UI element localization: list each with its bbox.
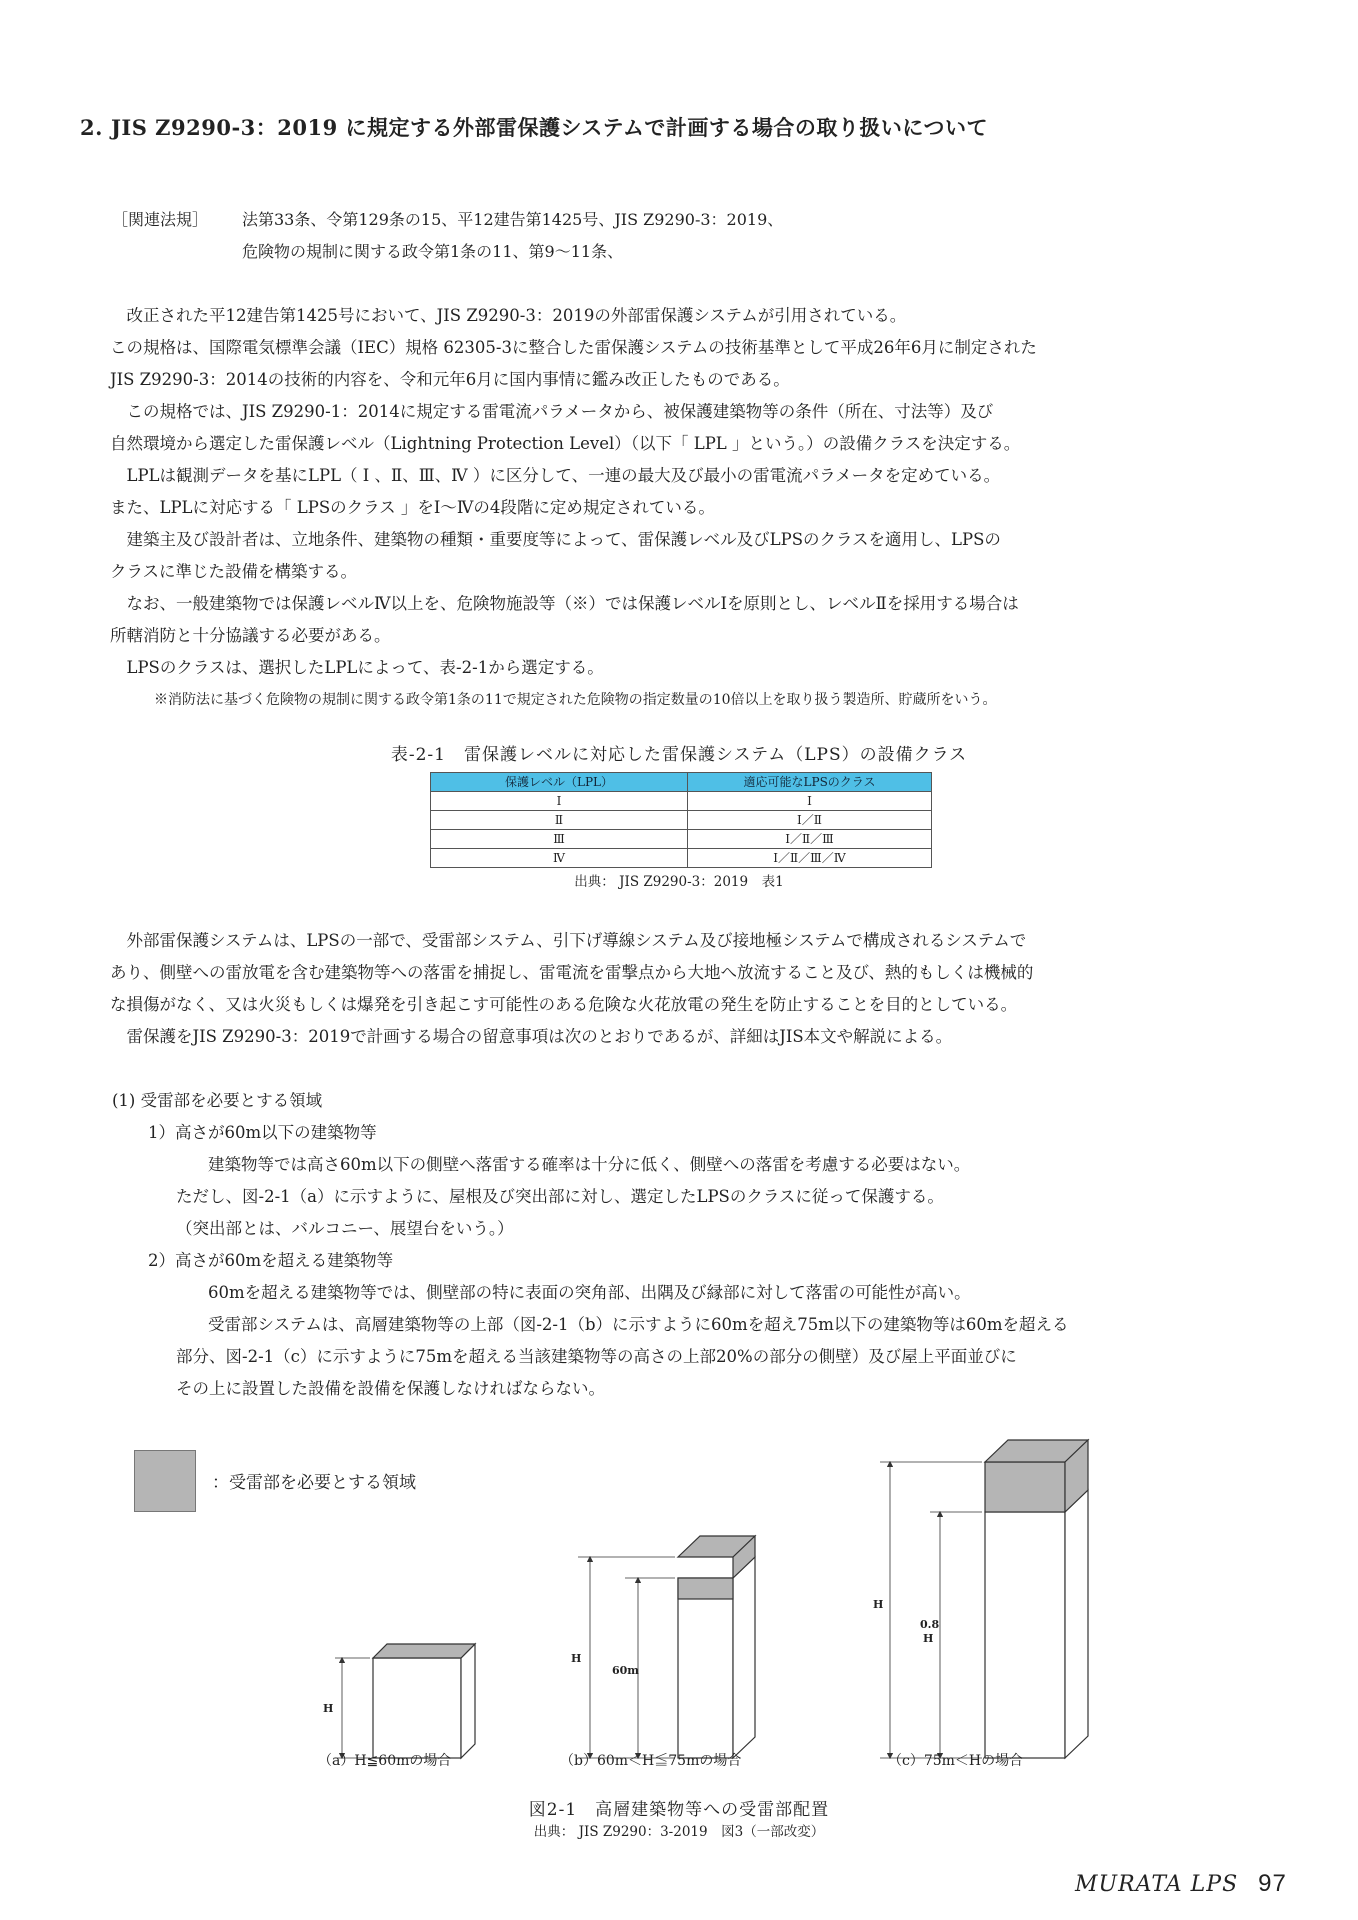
subsection-2-title: 2）高さが60mを超える建築物等 <box>148 1251 394 1270</box>
paragraph-line: 所轄消防と十分協議する必要がある。 <box>110 626 391 645</box>
related-laws-label: ［関連法規］ <box>112 210 209 229</box>
paragraph-line: 自然環境から選定した雷保護レベル（Lightning Protection Level）（以下「 LPL 」という。）の設備クラスを決定する。 <box>110 434 1021 453</box>
table-title: 表-2-1 雷保護レベルに対応した雷保護システム（LPS）の設備クラス <box>390 745 968 765</box>
table-source: 出典： JIS Z9290-3：2019 表1 <box>574 874 784 890</box>
caption-b: （b）60m＜H≦75mの場合 <box>560 1753 742 1769</box>
building-b <box>678 1536 755 1758</box>
table-header-class: 適応可能なLPSのクラス <box>688 773 932 792</box>
section-number: 2. <box>80 115 103 140</box>
table-cell-class: Ⅰ／Ⅱ／Ⅲ／Ⅳ <box>688 849 932 868</box>
table-cell-lpl: Ⅰ <box>431 792 688 811</box>
subsection-2-line: その上に設置した設備を設備を保護しなければならない。 <box>176 1379 605 1398</box>
caption-a: （a）H≦60mの場合 <box>318 1753 452 1769</box>
related-laws-line-2: 危険物の規制に関する政令第1条の11、第9～11条、 <box>242 242 624 261</box>
footnote: ※消防法に基づく危険物の規制に関する政令第1条の11で規定された危険物の指定数量の10倍以上を取り扱う製造所、貯蔵所をいう。 <box>154 692 997 708</box>
table-cell-class: Ⅰ <box>688 792 932 811</box>
page-number: 97 <box>1258 1870 1287 1897</box>
section-title: JIS Z9290-3：2019 に規定する外部雷保護システムで計画する場合の取り扱いについて <box>110 115 989 140</box>
table-cell-lpl: Ⅳ <box>431 849 688 868</box>
brand-name: MURATA LPS <box>1075 1872 1239 1897</box>
section-1-title: (1) 受雷部を必要とする領域 <box>112 1091 323 1110</box>
label-0-8-h: H <box>923 1632 934 1645</box>
paragraph-line: 雷保護をJIS Z9290-3：2019で計画する場合の留意事項は次のとおりであるが、詳細はJIS本文や解説による。 <box>126 1027 953 1046</box>
paragraph-line: また、LPLに対応する「 LPSのクラス 」をⅠ～Ⅳの4段階に定め規定されている。 <box>110 498 715 517</box>
paragraph-line: 建築主及び設計者は、立地条件、建築物の種類・重要度等によって、雷保護レベル及びLPSのクラスを適用し、LPSの <box>126 530 1001 549</box>
related-laws-line-1: 法第33条、令第129条の15、平12建告第1425号、JIS Z9290-3：2019、 <box>242 210 784 229</box>
paragraph-line: この規格は、国際電気標準会議（IEC）規格 62305-3に整合した雷保護システムの技術基準として平成26年6月に制定された <box>110 338 1037 357</box>
paragraph-line: 外部雷保護システムは、LPSの一部で、受雷部システム、引下げ導線システム及び接地極システムで構成されるシステムで <box>126 931 1027 950</box>
subsection-2-line: 受雷部システムは、高層建築物等の上部（図-2-1（b）に示すように60mを超え75m以下の建築物等は60mを超える <box>208 1315 1069 1334</box>
building-c <box>985 1440 1088 1758</box>
table-cell-lpl: Ⅱ <box>431 811 688 830</box>
paragraph-line: この規格では、JIS Z9290-1：2014に規定する雷電流パラメータから、被保護建築物等の条件（所在、寸法等）及び <box>126 402 994 421</box>
label-h-b: H <box>571 1652 582 1665</box>
label-0-8: 0.8 <box>920 1618 940 1631</box>
figure-title: 図2-1 高層建築物等への受雷部配置 <box>528 1800 830 1820</box>
table-cell-class: Ⅰ／Ⅱ <box>688 811 932 830</box>
paragraph-line: なお、一般建築物では保護レベルⅣ以上を、危険物施設等（※）では保護レベルⅠを原則とし、レベルⅡを採用する場合は <box>126 594 1019 613</box>
label-h-c: H <box>873 1598 884 1611</box>
subsection-2-line: 60mを超える建築物等では、側壁部の特に表面の突角部、出隅及び縁部に対して落雷の可能性が高い。 <box>208 1283 971 1302</box>
subsection-1-line: ただし、図-2-1（a）に示すように、屋根及び突出部に対し、選定したLPSのクラスに従って保護する。 <box>176 1187 944 1206</box>
building-a <box>373 1644 475 1758</box>
paragraph-line: JIS Z9290-3：2014の技術的内容を、令和元年6月に国内事情に鑑み改正したものである。 <box>110 370 790 389</box>
subsection-2-line: 部分、図-2-1（c）に示すように75mを超える当該建築物等の高さの上部20%の部分の側壁）及び屋上平面並びに <box>176 1347 1017 1366</box>
table-cell-class: Ⅰ／Ⅱ／Ⅲ <box>688 830 932 849</box>
table-header-lpl: 保護レベル（LPL） <box>431 773 688 792</box>
figure-source: 出典： JIS Z9290：3-2019 図3（一部改変） <box>533 1824 825 1840</box>
paragraph-line: あり、側壁への雷放電を含む建築物等への落雷を捕捉し、雷電流を雷撃点から大地へ放流すること及び、熱的もしくは機械的 <box>110 963 1034 982</box>
caption-c: （c）75m＜Hの場合 <box>888 1753 1024 1769</box>
subsection-1-line: （突出部とは、バルコニー、展望台をいう。） <box>176 1219 514 1238</box>
paragraph-line: LPSのクラスは、選択したLPLによって、表-2-1から選定する。 <box>126 658 604 677</box>
footer <box>1075 1870 1287 1898</box>
paragraph-line: 改正された平12建告第1425号において、JIS Z9290-3：2019の外部雷保護システムが引用されている。 <box>126 306 907 325</box>
table-cell-lpl: Ⅲ <box>431 830 688 849</box>
subsection-1-line: 建築物等では高さ60m以下の側壁へ落雷する確率は十分に低く、側壁への落雷を考慮する必要はない。 <box>208 1155 971 1174</box>
paragraph-line: な損傷がなく、又は火災もしくは爆発を引き起こす可能性のある危険な火花放電の発生を防止することを目的としている。 <box>110 995 1018 1014</box>
paragraph-line: LPLは観測データを基にLPL（ Ⅰ 、Ⅱ、Ⅲ、Ⅳ ）に区分して、一連の最大及び最小の雷電流パラメータを定めている。 <box>126 466 1001 485</box>
label-60m: 60m <box>612 1664 639 1677</box>
subsection-1-title: 1）高さが60m以下の建築物等 <box>148 1123 377 1142</box>
paragraph-line: クラスに準じた設備を構築する。 <box>110 562 358 581</box>
label-h-a: H <box>323 1702 334 1715</box>
legend-label: ：受雷部を必要とする領域 <box>212 1473 416 1493</box>
